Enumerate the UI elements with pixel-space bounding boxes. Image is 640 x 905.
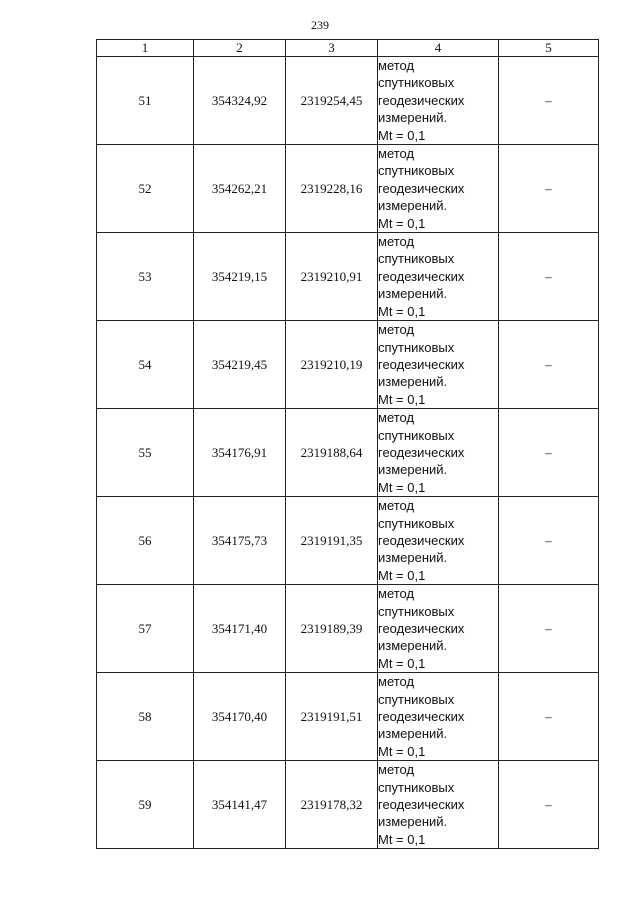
method-line: метод: [378, 586, 415, 602]
point-number: 54: [97, 321, 194, 409]
y-coordinate: 2319191,35: [286, 497, 378, 585]
method-line: метод: [378, 674, 415, 690]
method-line: геодезических: [378, 709, 465, 725]
x-coordinate: 354175,73: [194, 497, 286, 585]
y-coordinate: 2319189,39: [286, 585, 378, 673]
point-number: 59: [97, 761, 194, 849]
method-description: [378, 233, 499, 321]
method-line: метод: [378, 762, 415, 778]
table-row: [97, 409, 599, 497]
method-description: [378, 585, 499, 673]
method-description: [378, 497, 499, 585]
method-line: Mt = 0,1: [378, 567, 426, 583]
method-line: геодезических: [378, 356, 465, 372]
method-description: [378, 57, 499, 145]
point-number: 53: [97, 233, 194, 321]
y-coordinate: 2319210,91: [286, 233, 378, 321]
column-header: 5: [499, 40, 599, 57]
method-line: метод: [378, 410, 415, 426]
method-line: спутниковых: [378, 251, 455, 267]
method-description: [378, 145, 499, 233]
method-line: метод: [378, 234, 415, 250]
method-line: геодезических: [378, 532, 465, 548]
method-line: спутниковых: [378, 427, 455, 443]
method-line: измерений.: [378, 726, 448, 742]
method-line: метод: [378, 146, 415, 162]
note-cell: –: [499, 497, 599, 585]
y-coordinate: 2319228,16: [286, 145, 378, 233]
note-cell: –: [499, 321, 599, 409]
y-coordinate: 2319191,51: [286, 673, 378, 761]
coordinates-table: [96, 39, 599, 849]
method-line: геодезических: [378, 621, 465, 636]
header-row: [97, 40, 599, 57]
method-line: спутниковых: [378, 779, 455, 795]
method-line: Mt = 0,1: [378, 215, 426, 231]
method-line: измерений.: [378, 550, 448, 566]
y-coordinate: 2319178,32: [286, 761, 378, 849]
x-coordinate: 354219,45: [194, 321, 286, 409]
page-number: 239: [311, 18, 329, 32]
x-coordinate: 354171,40: [194, 585, 286, 673]
y-coordinate: 2319188,64: [286, 409, 378, 497]
column-header: 1: [97, 40, 194, 57]
method-line: Mt = 0,1: [378, 743, 426, 759]
method-line: геодезических: [378, 444, 465, 460]
point-number: 58: [97, 673, 194, 761]
method-line: спутниковых: [378, 691, 455, 707]
column-header: 4: [378, 40, 499, 57]
method-line: Mt = 0,1: [378, 391, 426, 407]
table-row: [97, 321, 599, 409]
method-description: [378, 321, 499, 409]
y-coordinate: 2319254,45: [286, 57, 378, 145]
column-header: 2: [194, 40, 286, 57]
method-description: [378, 673, 499, 761]
point-number: 55: [97, 409, 194, 497]
note-cell: –: [499, 145, 599, 233]
note-cell: –: [499, 585, 599, 673]
method-line: спутниковых: [378, 603, 455, 619]
method-line: измерений.: [378, 110, 448, 126]
method-line: метод: [378, 322, 415, 338]
method-line: Mt = 0,1: [378, 831, 426, 847]
note-cell: –: [499, 233, 599, 321]
method-line: измерений.: [378, 198, 448, 214]
point-number: 57: [97, 585, 194, 673]
note-cell: –: [499, 761, 599, 849]
table-body: [97, 57, 599, 849]
note-cell: –: [499, 409, 599, 497]
method-line: спутниковых: [378, 339, 455, 355]
x-coordinate: 354141,47: [194, 761, 286, 849]
note-cell: –: [499, 673, 599, 761]
method-line: метод: [378, 58, 415, 73]
method-line: спутниковых: [378, 515, 455, 531]
table-row: [97, 761, 599, 849]
method-line: измерений.: [378, 286, 448, 302]
table-row: [97, 57, 599, 145]
x-coordinate: 354170,40: [194, 673, 286, 761]
table-row: [97, 585, 599, 673]
method-line: Mt = 0,1: [378, 303, 426, 319]
method-description: [378, 409, 499, 497]
method-line: Mt = 0,1: [378, 479, 426, 495]
note-cell: –: [499, 57, 599, 145]
method-line: геодезических: [378, 797, 465, 813]
method-description: [378, 761, 499, 849]
method-line: Mt = 0,1: [378, 655, 426, 671]
point-number: 52: [97, 145, 194, 233]
method-line: геодезических: [378, 180, 465, 196]
method-line: измерений.: [378, 814, 448, 830]
point-number: 56: [97, 497, 194, 585]
table-row: [97, 497, 599, 585]
table-row: [97, 145, 599, 233]
x-coordinate: 354219,15: [194, 233, 286, 321]
method-line: измерений.: [378, 638, 448, 654]
method-line: измерений.: [378, 462, 448, 478]
method-line: геодезических: [378, 92, 465, 108]
x-coordinate: 354176,91: [194, 409, 286, 497]
method-line: метод: [378, 498, 415, 514]
method-line: измерений.: [378, 374, 448, 390]
table-row: [97, 673, 599, 761]
point-number: 51: [97, 57, 194, 145]
method-line: спутниковых: [378, 75, 455, 91]
table-row: [97, 233, 599, 321]
y-coordinate: 2319210,19: [286, 321, 378, 409]
column-header: 3: [286, 40, 378, 57]
x-coordinate: 354262,21: [194, 145, 286, 233]
method-line: Mt = 0,1: [378, 127, 426, 143]
method-line: спутниковых: [378, 163, 455, 179]
x-coordinate: 354324,92: [194, 57, 286, 145]
method-line: геодезических: [378, 268, 465, 284]
